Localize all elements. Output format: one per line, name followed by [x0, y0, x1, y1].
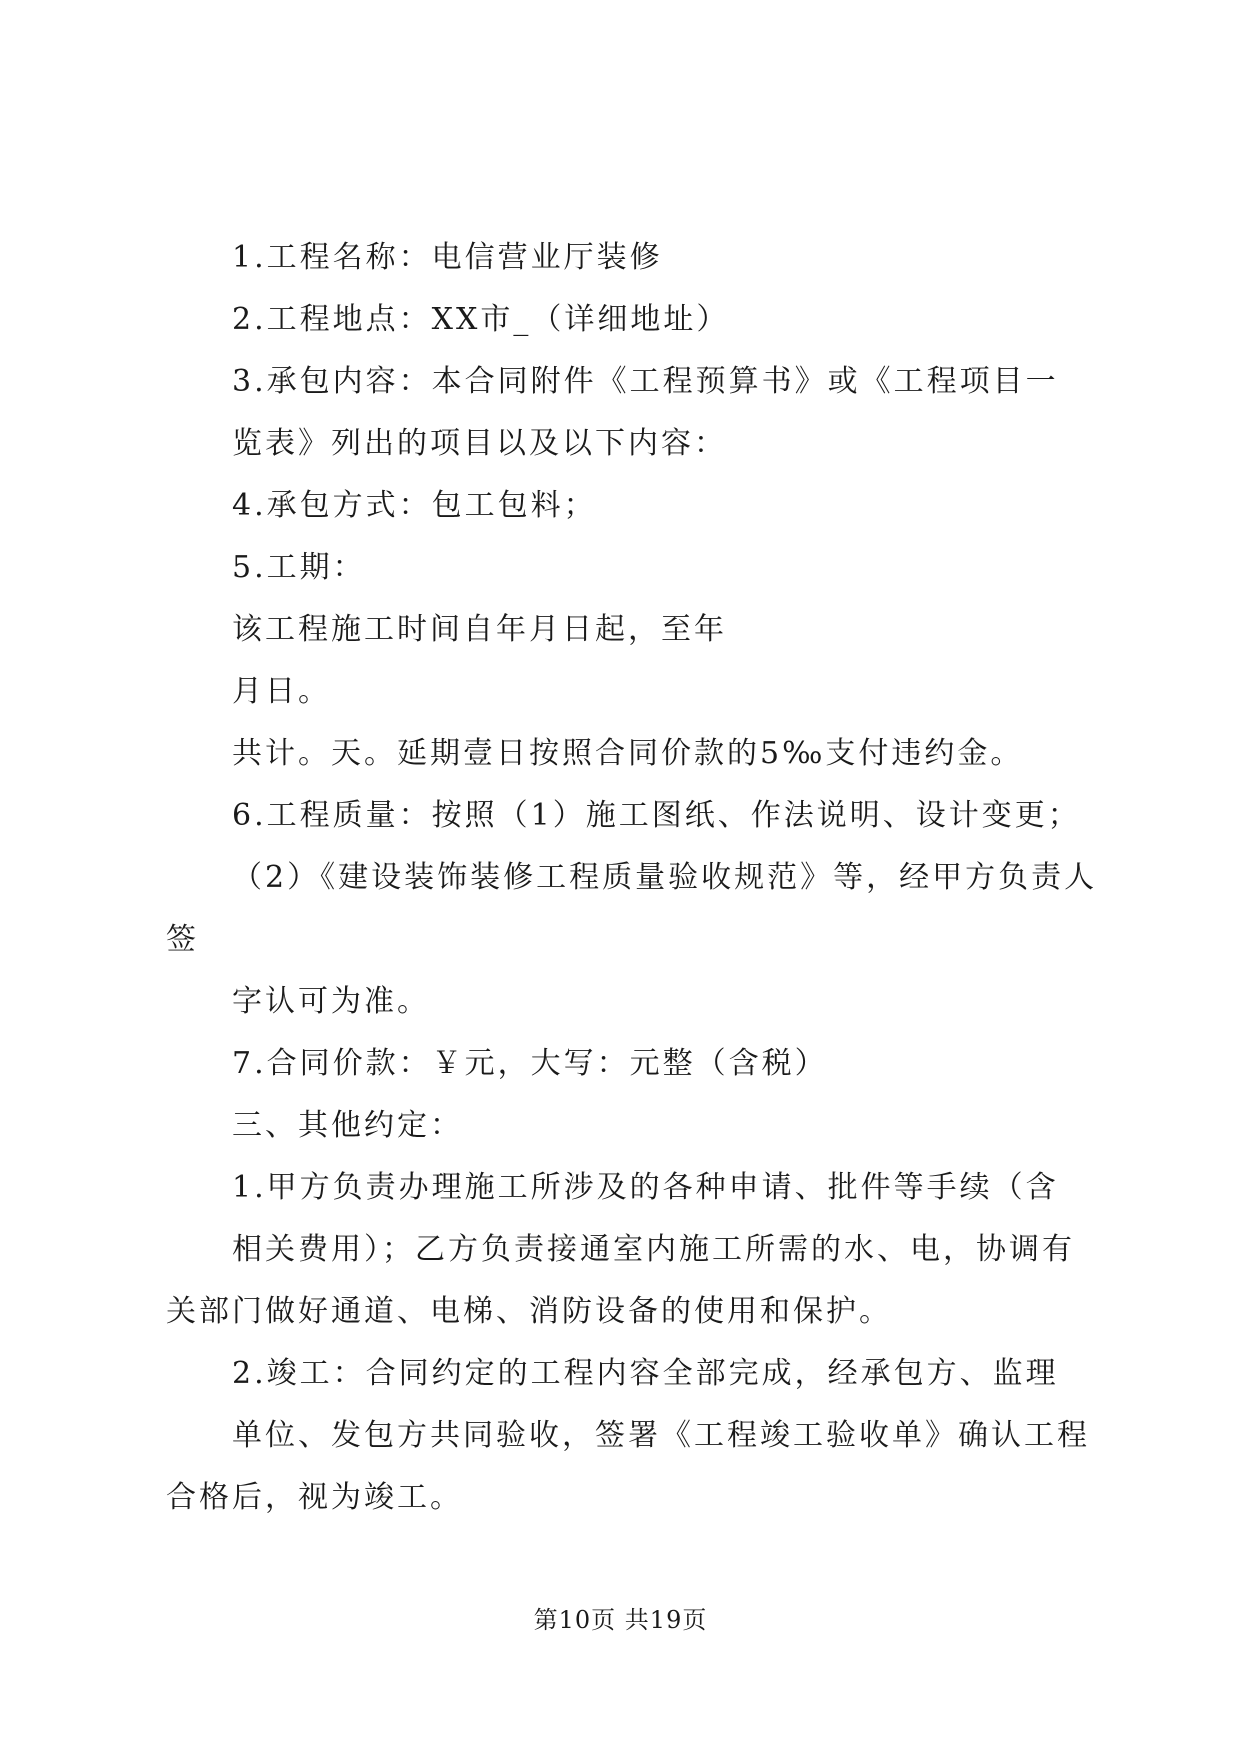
text-line-10: 6.工程质量：按照（1）施工图纸、作法说明、设计变更；	[232, 798, 1081, 833]
text-line-15: 三、其他约定：	[232, 1108, 463, 1143]
text-line-5: 4.承包方式：包工包料；	[232, 488, 597, 523]
text-line-20: 单位、发包方共同验收，签署《工程竣工验收单》确认工程	[232, 1418, 1090, 1453]
text-line-17: 相关费用）；乙方负责接通室内施工所需的水、电，协调有	[232, 1232, 1075, 1267]
text-line-12: 签	[166, 922, 199, 957]
text-line-8: 月日。	[232, 674, 331, 709]
text-line-21: 合格后，视为竣工。	[166, 1480, 463, 1515]
text-line-7: 该工程施工时间自年月日起，至年	[232, 612, 727, 647]
text-line-11: （2）《建设装饰装修工程质量验收规范》等，经甲方负责人	[232, 860, 1098, 895]
text-line-3: 3.承包内容：本合同附件《工程预算书》或《工程项目一	[232, 364, 1059, 399]
text-line-2: 2.工程地点：XX市_（详细地址）	[232, 302, 730, 337]
text-line-6: 5.工期：	[232, 550, 366, 585]
text-line-4: 览表》列出的项目以及以下内容：	[232, 426, 727, 461]
text-line-1: 1.工程名称：电信营业厅装修	[232, 240, 663, 275]
text-line-19: 2.竣工：合同约定的工程内容全部完成，经承包方、监理	[232, 1356, 1059, 1391]
page-number-footer: 第10页 共19页	[533, 1606, 708, 1634]
text-line-13: 字认可为准。	[232, 984, 430, 1019]
text-line-16: 1.甲方负责办理施工所涉及的各种申请、批件等手续（含	[232, 1170, 1059, 1205]
text-line-18: 关部门做好通道、电梯、消防设备的使用和保护。	[166, 1294, 892, 1329]
text-line-14: 7.合同价款：￥元，大写：元整（含税）	[232, 1046, 828, 1081]
text-line-9: 共计。天。延期壹日按照合同价款的5‰支付违约金。	[232, 736, 1024, 771]
